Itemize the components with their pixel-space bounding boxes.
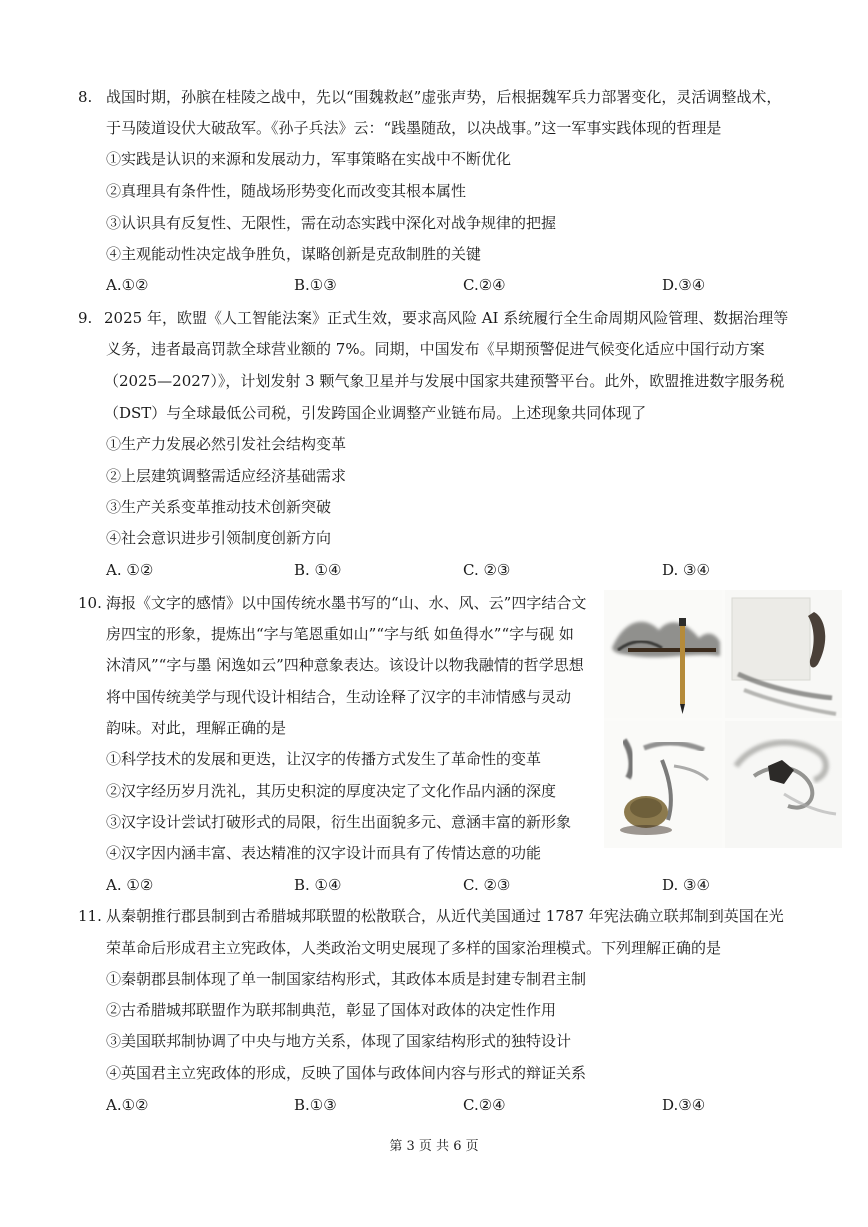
statement-2: ②汉字经历岁月洗礼，其历史积淀的厚度决定了文化作品内涵的深度 [106, 782, 557, 800]
statement-2: ②真理具有条件性，随战场形势变化而改变其根本属性 [106, 182, 467, 200]
question-stem-line: 沐清风”“字与墨 闲逸如云”四种意象表达。该设计以物我融情的哲学思想 [106, 656, 584, 674]
option-a[interactable]: A. ①② [106, 561, 154, 579]
question-stem-line: 从秦朝推行郡县制到古希腊城邦联盟的松散联合，从近代美国通过 1787 年宪法确立联邦制到英国在光 [106, 907, 784, 925]
option-a[interactable]: A. ①② [106, 876, 154, 894]
option-c[interactable]: C. ②③ [463, 876, 511, 894]
question-stem-line: （2025—2027）》，计划发射 3 颗气象卫星并与发展中国家共建预警平台。此外，欧盟推进数字服务税 [104, 372, 785, 390]
statement-1: ①科学技术的发展和更迭，让汉字的传播方式发生了革命性的变革 [106, 750, 542, 768]
option-b[interactable]: B. ①④ [294, 876, 342, 894]
statement-3: ③汉字设计尝试打破形式的局限，衍生出面貌多元、意涵丰富的新形象 [106, 813, 572, 831]
option-d[interactable]: D.③④ [662, 1096, 706, 1114]
statement-3: ③生产关系变革推动技术创新突破 [106, 498, 332, 516]
question-stem-line: 于马陵道设伏大破敌军。《孙子兵法》云：“践墨随敌，以决战事。”这一军事实践体现的哲理是 [106, 119, 722, 137]
question-stem-line: 房四宝的形象，提炼出“字与笔恩重如山”“字与纸 如鱼得水”“字与砚 如 [106, 625, 574, 643]
statement-3: ③美国联邦制协调了中央与地方关系，体现了国家结构形式的独特设计 [106, 1032, 572, 1050]
statement-1: ①生产力发展必然引发社会结构变革 [106, 435, 347, 453]
option-c[interactable]: C.②④ [463, 1096, 506, 1114]
question-number: 9. [78, 309, 93, 327]
option-b[interactable]: B. ①④ [294, 561, 342, 579]
question-stem-line: 义务，违者最高罚款全球营业额的 7%。同期，中国发布《早期预警促进气候变化适应中国行动方案 [106, 340, 765, 358]
option-a[interactable]: A.①② [106, 276, 149, 294]
question-number: 8. [78, 88, 93, 106]
question-stem-line: 韵味。对此，理解正确的是 [106, 719, 287, 737]
question-stem-line: 战国时期，孙膑在桂陵之战中，先以“围魏救赵”虚张声势，后根据魏军兵力部署变化，灵活调整战术， [106, 88, 782, 106]
poster-image-grid [604, 590, 842, 848]
statement-4: ④汉字因内涵丰富、表达精准的汉字设计而具有了传情达意的功能 [106, 844, 542, 862]
option-d[interactable]: D. ③④ [662, 876, 710, 894]
page-footer: 第 3 页 共 6 页 [389, 1139, 479, 1154]
question-stem-line: 将中国传统美学与现代设计相结合，生动诠释了汉字的丰沛情感与灵动 [106, 688, 572, 706]
option-c[interactable]: C.②④ [463, 276, 506, 294]
question-number: 10. [78, 594, 102, 612]
question-stem-line: 荣革命后形成君主立宪政体，人类政治文明史展现了多样的国家治理模式。下列理解正确的是 [106, 939, 722, 957]
statement-4: ④主观能动性决定战争胜负，谋略创新是克敌制胜的关键 [106, 245, 482, 263]
question-number: 11. [78, 907, 102, 925]
question-stem-line: 海报《文字的感情》以中国传统水墨书写的“山、水、风、云”四字结合文 [106, 594, 587, 612]
option-d[interactable]: D. ③④ [662, 561, 710, 579]
question-stem-line: 2025 年，欧盟《人工智能法案》正式生效，要求高风险 AI 系统履行全生命周期风险管理、数据治理等 [104, 309, 789, 327]
question-stem-line: （DST）与全球最低公司税，引发跨国企业调整产业链布局。上述现象共同体现了 [104, 404, 647, 422]
statement-3: ③认识具有反复性、无限性，需在动态实践中深化对战争规律的把握 [106, 214, 557, 232]
statement-4: ④英国君主立宪政体的形成，反映了国体与政体间内容与形式的辩证关系 [106, 1064, 587, 1082]
ink-wash-poster-illustration [604, 590, 842, 848]
statement-1: ①实践是认识的来源和发展动力，军事策略在实战中不断优化 [106, 150, 512, 168]
option-a[interactable]: A.①② [106, 1096, 149, 1114]
option-b[interactable]: B.①③ [294, 1096, 337, 1114]
option-b[interactable]: B.①③ [294, 276, 337, 294]
option-c[interactable]: C. ②③ [463, 561, 511, 579]
option-d[interactable]: D.③④ [662, 276, 706, 294]
statement-2: ②古希腊城邦联盟作为联邦制典范，彰显了国体对政体的决定性作用 [106, 1001, 557, 1019]
statement-2: ②上层建筑调整需适应经济基础需求 [106, 467, 347, 485]
statement-1: ①秦朝郡县制体现了单一制国家结构形式，其政体本质是封建专制君主制 [106, 970, 587, 988]
statement-4: ④社会意识进步引领制度创新方向 [106, 529, 332, 547]
